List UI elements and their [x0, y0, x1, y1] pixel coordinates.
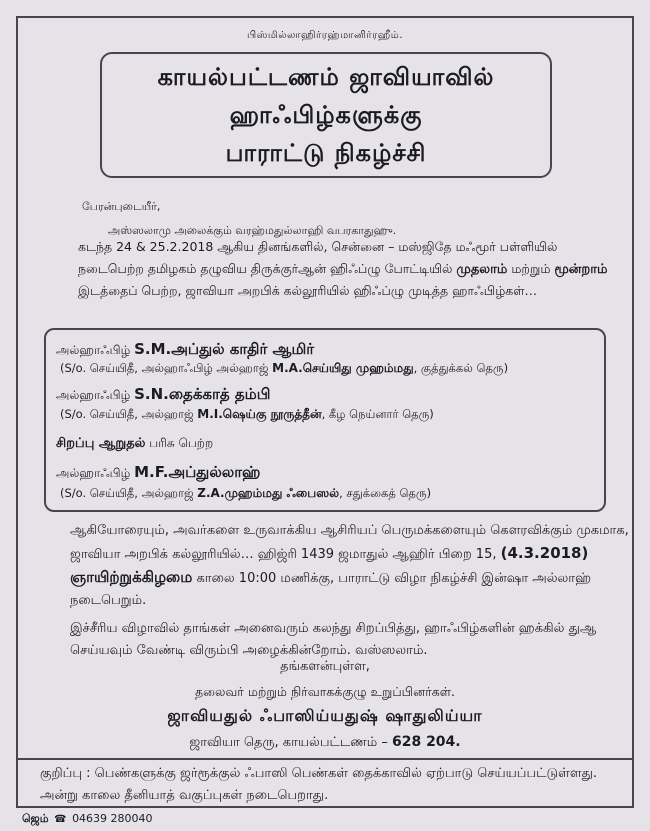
winner-3-rel-prefix: (S/o. செய்யிதீ, அல்ஹாஜ் — [60, 486, 198, 500]
address-text: ஜாவியா தெரு, காயல்பட்டணம் – — [189, 735, 392, 750]
invitation-paragraph: இச்சீரிய விழாவில் தாங்கள் அனைவரும் கலந்து சிறப்பித்து, ஹாஃபிழ்களின் ஹக்கில் துஆ செய்யவும் வேண்டி விரும்பி அழைக்கின்றோம். வஸ்ஸலாம். — [70, 621, 597, 658]
greeting: அஸ்ஸலாமு அலைக்கும் வரஹ்மதுல்லாஹி வபரகாதுஹு. — [108, 224, 397, 237]
winner-2-prefix: அல்ஹாஃபிழ் — [56, 388, 135, 402]
closing-line-2: தலைவர் மற்றும் நிர்வாகக்குழு உறுப்பினர்கள். — [195, 684, 455, 699]
winner-1-father: M.A.செய்யிது முஹம்மது — [272, 361, 414, 375]
winner-2-relation — [60, 407, 434, 423]
winner-2-rel-prefix: (S/o. செய்யிதீ, அல்ஹாஜ் — [60, 407, 198, 421]
special-prize-label: சிறப்பு ஆறுதல் — [56, 436, 146, 451]
printer-name: ஜெம் — [22, 812, 49, 825]
winner-1-fullname: S.M.அப்துல் காதிர் ஆமிர் — [134, 340, 315, 358]
winner-3-relation — [60, 486, 431, 502]
closing-line-1: தங்களன்புள்ள, — [280, 659, 370, 674]
event-date: (4.3.2018) ஞாயிற்றுக்கிழமை — [70, 544, 589, 586]
winner-3-prefix: அல்ஹாஃபிழ் — [56, 466, 135, 480]
winner-2-rel-suffix: , கீழ நெய்னார் தெரு) — [321, 407, 434, 421]
phone-number: 04639 280040 — [72, 812, 153, 825]
event-text-2: காலை 10:00 மணிக்கு, பாராட்டு விழா நிகழ்ச்சி இன்ஷா அல்லாஹ் நடைபெறும். — [70, 571, 592, 608]
intro-third-place: மூன்றாம் — [554, 261, 608, 277]
winner-3-rel-suffix: , சதுக்கைத் தெரு) — [339, 486, 432, 500]
winner-3-name — [56, 463, 260, 483]
winner-3-father: Z.A.முஹம்மது ஃபைஸல் — [197, 486, 340, 500]
organization-name: ஜாவியதுல் ஃபாஸிய்யதுஷ் ஷாதுலிய்யா — [167, 706, 483, 725]
title-box — [100, 52, 552, 178]
organization-address — [0, 734, 650, 751]
winner-1-name — [56, 340, 314, 360]
intro-text-1: கடந்த 24 & 25.2.2018 ஆகிய தினங்களில், சென்னை – மஸ்ஜிதே மஃமூர் பள்ளியில் நடைபெற்ற தமிழகம் தழுவிய திருக்குர்ஆன் ஹிஃப்ழு போட்டியில் — [78, 239, 558, 276]
winner-1-relation — [60, 361, 508, 377]
intro-paragraph — [78, 236, 618, 302]
intro-first-place: முதலாம் — [456, 261, 508, 277]
salutation: பேரன்புடையீர், — [82, 200, 161, 213]
winner-2-fullname: S.N.தைக்காத் தம்பி — [134, 385, 271, 403]
title-line-1: காயல்பட்டணம் ஜாவியாவில் — [157, 63, 495, 91]
special-prize-line — [56, 436, 213, 452]
footer — [22, 812, 153, 827]
special-prize-suffix: பரிசு பெற்ற — [145, 436, 214, 450]
winner-2-father: M.I.ஷெய்கு நூருத்தீன் — [197, 407, 322, 421]
winner-1-rel-prefix: (S/o. செய்யிதீ, அல்ஹாஃபிழ் அல்ஹாஜ் — [60, 361, 273, 375]
winner-1-prefix: அல்ஹாஃபிழ் — [56, 343, 135, 357]
phone-icon: ☎ — [54, 814, 67, 825]
title-line-2: ஹாஃபிழ்களுக்கு — [229, 101, 423, 129]
intro-text-2: மற்றும் — [507, 260, 555, 276]
event-paragraph — [70, 520, 630, 612]
winner-3-fullname: M.F.அப்துல்லாஹ் — [134, 463, 261, 481]
title-line-3: பாராட்டு நிகழ்ச்சி — [225, 139, 427, 167]
event-text-1: ஆகியோரையும், அவர்களை உருவாக்கிய ஆசிரியப் பெருமக்களையும் கௌரவிக்கும் முகமாக, ஜாவியா அறபிக் கல்லூரியில்… ஹிஜ்ரி 1439 ஜமாதுல் ஆஹிர் பிறை 15, — [70, 523, 629, 562]
intro-text-3: இடத்தைப் பெற்ற, ஜாவியா அறபிக் கல்லூரியில் ஹிஃப்ழு முடித்த ஹாஃபிழ்கள்… — [78, 283, 538, 298]
bismillah-header: பிஸ்மில்லாஹிர்ரஹ்மானிர்ரஹீம். — [246, 30, 404, 41]
winners-box — [44, 328, 606, 512]
note: குறிப்பு : பெண்களுக்கு ஜர்ரூக்குல் ஃபாஸி பெண்கள் தைக்காவில் ஏற்பாடு செய்யப்பட்டுள்ளது. அன்று காலை தீனியாத் வகுப்புகள் நடைபெறாது. — [40, 766, 597, 803]
pincode: 628 204. — [391, 734, 461, 750]
winner-1-rel-suffix: , குத்துக்கல் தெரு) — [413, 361, 509, 375]
winner-2-name — [56, 385, 270, 405]
